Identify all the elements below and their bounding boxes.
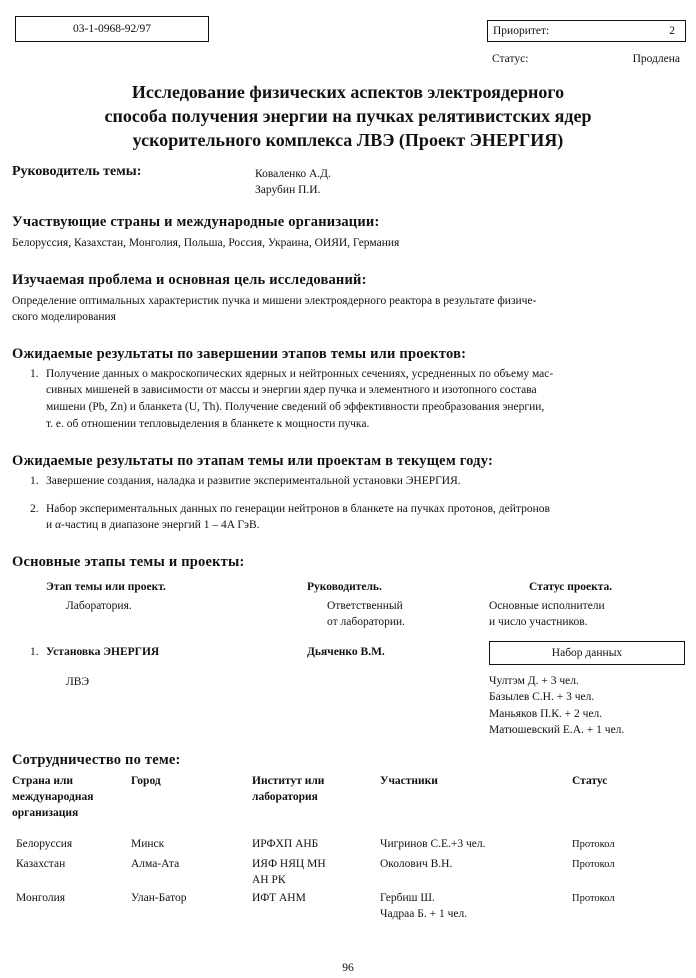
coop-col-participants-header: Участники [380,775,438,787]
coop-participants: Чигринов С.Е.+3 чел. [380,838,486,850]
stage-participant: Чултэм Д. + 3 чел. [489,675,579,687]
coop-participants: Чадраа Б. + 1 чел. [380,908,468,920]
stage-project-name: Установка ЭНЕРГИЯ [46,646,160,658]
coop-status: Протокол [572,839,615,850]
results-year-item: Набор экспериментальных данных по генерации нейтронов в бланкете на пучках протонов, дейтронов [46,503,550,515]
stage-leader: Дьяченко В.М. [307,646,385,658]
coop-country: Монголия [16,892,66,904]
results-final-heading: Ожидаемые результаты по завершении этапов темы или проектов: [12,346,467,362]
results-year-item: Завершение создания, наладка и развитие экспериментальной установки ЭНЕРГИЯ. [46,475,461,487]
title-line: способа получения энергии на пучках релятивистских ядер [104,106,592,126]
stage-participant: Маньяков П.К. + 2 чел. [489,708,603,720]
priority-value: 2 [669,25,675,37]
stages-col-leader-header: Руководитель. [307,581,382,593]
header-line: международная [12,791,94,803]
status-label: Статус: [492,53,529,65]
countries-heading: Участвующие страны и международные организации: [12,214,380,230]
stages-col-status-sub: Основные исполнители [489,600,605,612]
countries-text: Белоруссия, Казахстан, Монголия, Польша, Россия, Украина, ОИЯИ, Германия [12,237,400,249]
coop-participants: Околович В.Н. [380,858,453,870]
stages-col-status-header: Статус проекта. [529,581,613,593]
results-final-line: т. е. об отношении тепловыделения в бланкете к мощности пучка. [46,418,370,430]
results-year-heading: Ожидаемые результаты по этапам темы или проектам в текущем году: [12,453,493,469]
problem-text: Определение оптимальных характеристик пучка и мишени электроядерного реактора в результате физиче- [12,295,537,307]
title-line: Исследование физических аспектов электроядерного [131,82,565,102]
results-final-line: сивных мишеней в зависимости от массы и энергии ядер пучка и элементного и изотопного состава [46,384,537,396]
stage-lab: ЛВЭ [66,676,90,688]
list-number: 1. [30,368,39,380]
coop-country: Белоруссия [16,838,73,850]
coop-institute: ИЯФ НЯЦ МН [252,858,326,870]
priority-box [487,20,686,42]
list-number: 1. [30,646,39,658]
coop-institute: ИРФХП АНБ [252,838,319,850]
coop-institute: АН РК [252,874,286,886]
list-number: 2. [30,503,39,515]
stage-status-badge: Набор данных [489,641,685,665]
list-number: 1. [30,475,39,487]
priority-label: Приоритет: [493,25,550,37]
coop-col-country-header [12,773,93,821]
results-final-line: мишени (Pb, Zn) и бланкета (U, Th). Получение сведений об эффективности преобразования энергии, [46,401,545,413]
stages-col-status-sub: и число участников. [489,616,588,628]
title-line: ускорительного комплекса ЛВЭ (Проект ЭНЕРГИЯ) [132,130,564,150]
stage-participant: Базылев С.Н. + 3 чел. [489,691,595,703]
header-line: Институт или [252,775,325,787]
coop-col-status-header: Статус [572,775,608,787]
coop-participants: Гербиш Ш. [380,892,435,904]
project-code: 03-1-0968-92/97 [15,16,209,42]
stages-col-project-sub: Лаборатория. [66,600,132,612]
leader-name: Зарубин П.И. [255,184,321,196]
stages-col-project-header: Этап темы или проект. [46,581,166,593]
coop-col-inst-header [252,773,324,805]
header-line: лаборатория [252,791,318,803]
coop-country: Казахстан [16,858,66,870]
page-title [20,80,676,152]
coop-status: Протокол [572,893,615,904]
problem-heading: Изучаемая проблема и основная цель исследований: [12,272,367,288]
page-number: 96 [342,962,354,974]
header-line: организация [12,807,79,819]
stages-col-leader-sub: от лаборатории. [327,616,406,628]
leaders-heading: Руководитель темы: [12,164,142,179]
coop-city: Улан-Батор [131,892,187,904]
results-final-line: Получение данных о макроскопических ядерных и нейтронных сечениях, усредненных по объему мас- [46,368,554,380]
stage-participant: Матюшевский Е.А. + 1 чел. [489,724,625,736]
coop-city: Алма-Ата [131,858,180,870]
header-line: Страна или [12,775,74,787]
cooperation-heading: Сотрудничество по теме: [12,752,181,768]
status-value: Продлена [632,53,680,65]
leader-name: Коваленко А.Д. [255,168,331,180]
coop-institute: ИФТ АНМ [252,892,306,904]
coop-col-city-header: Город [131,775,161,787]
problem-text: ского моделирования [12,311,116,323]
coop-city: Минск [131,838,165,850]
stages-heading: Основные этапы темы и проекты: [12,554,245,570]
coop-status: Протокол [572,859,615,870]
stages-col-leader-sub: Ответственный [327,600,403,612]
results-year-item: и α-частиц в диапазоне энергий 1 – 4A ГэВ. [46,519,260,531]
